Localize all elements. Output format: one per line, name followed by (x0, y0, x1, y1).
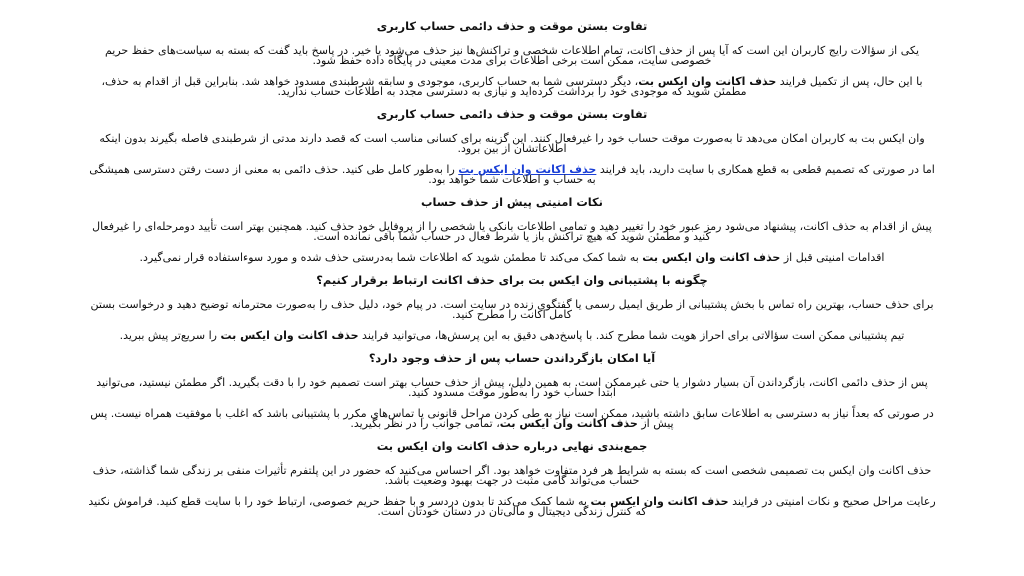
paragraph (88, 253, 936, 263)
paragraph-text: حذف اکانت وان ایکس بت تصمیمی شخصی است که بسته به شرایط هر فرد متفاوت خواهد بود. اگر احساس می‌کنید که حضور در این پلتفرم تأثیرات منفی بر زندگی شما گذاشته، حذف حساب می‌تواند گامی مثبت در جهت بهبود وضعیت باشد. (92, 464, 932, 487)
paragraph-text: به شما کمک می‌کند تا بدون دردسر و با حفظ حریم خصوصی، ارتباط خود را با سایت قطع کنید. فراموش نکنید که کنترل زندگی دیجیتال و مالی‌تان در دستان خودتان است. (88, 495, 647, 518)
section-heading: چگونه با پشتیبانی وان ایکس بت برای حذف اکانت ارتباط برقرار کنیم؟ (316, 273, 708, 287)
paragraph-text: اما در صورتی که تصمیم قطعی به قطع همکاری با سایت دارید، باید فرایند (596, 163, 935, 176)
paragraph-text: را سریع‌تر پیش ببرید. (119, 329, 221, 342)
paragraph (88, 466, 936, 486)
paragraph-text: در صورتی که بعداً نیاز به دسترسی به اطلاعات سابق داشته باشید، ممکن است نیاز به طی کردن مراحل قانونی یا تماس‌های مکرر با پشتیبانی باشد که اغلب با موفقیت همراه نیست. پس پیش از (90, 407, 934, 430)
paragraph-text: تیم پشتیبانی ممکن است سؤالاتی برای احراز هویت شما مطرح کند. با پاسخ‌دهی دقیق به این پرسش‌ها، می‌توانید فرایند (358, 329, 905, 342)
section-heading: تفاوت بستن موقت و حذف دائمی حساب کاربری (376, 107, 648, 121)
section-heading: آیا امکان بازگرداندن حساب پس از حذف وجود دارد؟ (368, 351, 656, 365)
paragraph (88, 134, 936, 154)
paragraph (88, 378, 936, 398)
paragraph-text: به شما کمک می‌کند تا مطمئن شوید که اطلاعات شما به‌درستی حذف شده و مورد سوءاستفاده قرار نمی‌گیرد. (139, 251, 643, 264)
paragraph-text: اقدامات امنیتی قبل از (780, 251, 885, 264)
section-heading: تفاوت بستن موقت و حذف دائمی حساب کاربری (376, 19, 648, 33)
paragraph (88, 46, 936, 66)
paragraph-text: پیش از اقدام به حذف اکانت، پیشنهاد می‌شود رمز عبور خود را تغییر دهید و تمامی اطلاعات بانکی یا شخصی را از پروفایل خود حذف کنید. همچنین بهتر است تأیید دومرحله‌ای را غیرفعال کنید و مطمئن شوید که هیچ تراکنش باز یا شرط فعال در حساب شما باقی نمانده است. (92, 220, 932, 243)
paragraph-text: را به‌طور کامل طی کنید. حذف دائمی به معنی از دست رفتن دسترسی همیشگی به حساب و اطلاعات شما خواهد بود. (89, 163, 596, 186)
paragraph-text: ، تمامی جوانب را در نظر بگیرید. (350, 417, 500, 430)
paragraph-text: وان ایکس بت به کاربران امکان می‌دهد تا به‌صورت موقت حساب خود را غیرفعال کنند. این گزینه برای کسانی مناسب است که قصد دارند مدتی از شرطبندی فاصله بگیرند بدون اینکه اطلاعاتشان از بین برود. (99, 132, 925, 155)
paragraph (88, 497, 936, 517)
paragraph (88, 77, 936, 97)
bold-keyword: حذف اکانت وان ایکس بت (642, 251, 781, 264)
paragraph-text: یکی از سؤالات رایج کاربران این است که آیا پس از حذف اکانت، تمام اطلاعات شخصی و تراکنش‌ها نیز حذف می‌شود یا خیر. در پاسخ باید گفت که بسته به سیاست‌های حفظ حریم خصوصی سایت، ممکن است برخی اطلاعات برای مدت معینی در پایگاه داده حفظ شود. (104, 44, 920, 67)
paragraph-text: با این حال، پس از تکمیل فرایند (776, 75, 923, 88)
paragraph (88, 409, 936, 429)
paragraph-text: ، دیگر دسترسی شما به حساب کاربری، موجودی و سابقه شرطبندی مسدود خواهد شد. بنابراین قبل از اقدام به حذف، مطمئن شوید که موجودی خود را برداشت کرده‌اید و نیازی به دسترسی مجدد به اطلاعات حساب ندارید. (101, 75, 747, 98)
section-heading: نکات امنیتی پیش از حذف حساب (421, 195, 603, 209)
bold-keyword: حذف اکانت وان ایکس بت (220, 329, 359, 342)
paragraph (88, 222, 936, 242)
paragraph-text: برای حذف حساب، بهترین راه تماس با بخش پشتیبانی از طریق ایمیل رسمی یا گفتگوی زنده در سایت است. در پیام خود، دلیل حذف را به‌صورت محترمانه توضیح دهید و درخواست بستن کامل اکانت را مطرح کنید. (90, 298, 934, 321)
bold-keyword: حذف اکانت وان ایکس بت (499, 417, 638, 430)
bold-keyword: حذف اکانت وان ایکس بت (638, 75, 777, 88)
paragraph (88, 331, 936, 341)
section-heading: جمع‌بندی نهایی درباره حذف اکانت وان ایکس بت (376, 439, 648, 453)
bold-keyword: حذف اکانت وان ایکس بت (590, 495, 729, 508)
paragraph (88, 300, 936, 320)
paragraph-text: پس از حذف دائمی اکانت، بازگرداندن آن بسیار دشوار یا حتی غیرممکن است. به همین دلیل، پیش از حذف حساب بهتر است تصمیم خود را با دقت بگیرید. اگر مطمئن نیستید، می‌توانید ابتدا حساب خود را به‌طور موقت مسدود کنید. (96, 376, 928, 399)
paragraph (88, 165, 936, 185)
paragraph-text: رعایت مراحل صحیح و نکات امنیتی در فرایند (728, 495, 936, 508)
keyword-link[interactable]: حذف اکانت وان ایکس بت (458, 163, 597, 176)
